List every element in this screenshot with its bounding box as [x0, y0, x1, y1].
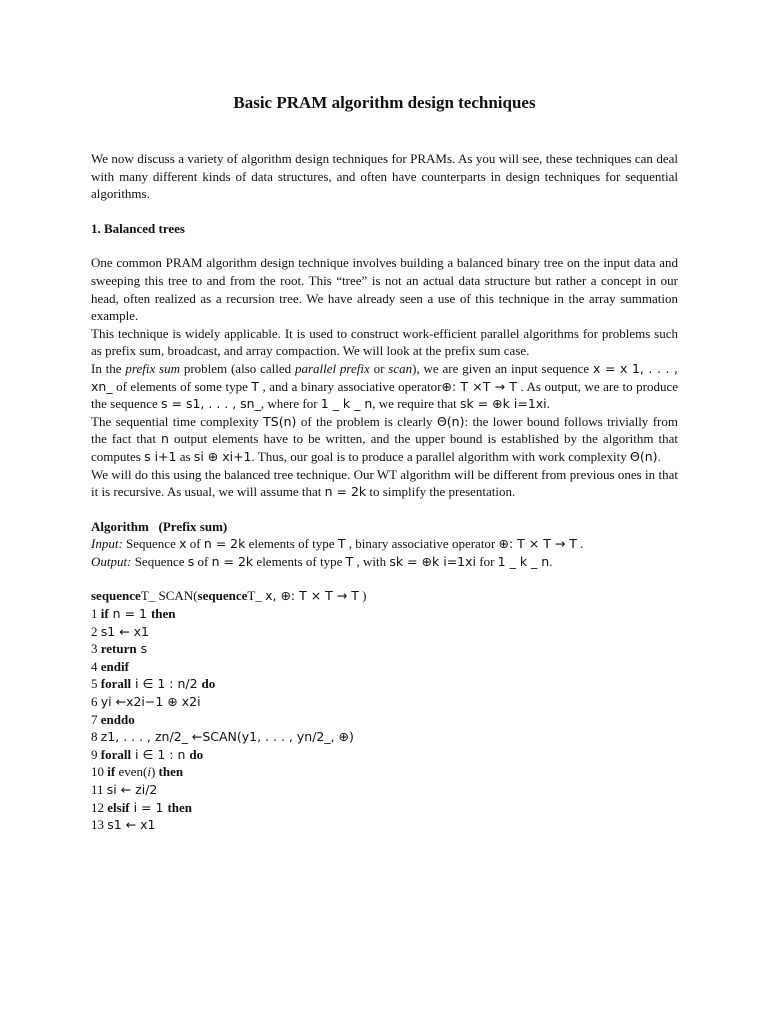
- paragraph-balanced-tree: One common PRAM algorithm design technique involves building a balanced binary tree on the input data and sweeping this tree to and from the root. This “tree” is not an actual data structure but rather a concept in our head, often realized as a recursion tree. We have already seen a use of this technique in the array summation example.: [91, 255, 678, 324]
- code-line: 5 forall i ∈ 1 : n/2 do: [91, 676, 216, 692]
- paragraph-applicability: This technique is widely applicable. It is used to construct work-efficient parallel algorithms for problems such as prefix sum, broadcast, and array compaction. We will look at the prefix sum case.: [91, 325, 678, 359]
- code-line: 2 s1 ← x1: [91, 623, 149, 639]
- code-line: 13 s1 ← x1: [91, 817, 156, 833]
- code-line: 10 if even(i) then: [91, 764, 184, 780]
- section-heading: 1. Balanced trees: [91, 220, 185, 236]
- code-line: 11 si ← zi/2: [91, 782, 158, 797]
- code-line: 8 z1, . . . , zn/2_ ←SCAN(y1, . . . , yn/2_, ⊕): [91, 729, 354, 745]
- pseudocode-block: [91, 587, 678, 833]
- code-signature: sequenceT_ SCAN(sequenceT_ x, ⊕: T × T → T ): [91, 588, 367, 604]
- document-page: [91, 92, 678, 834]
- document-title: Basic PRAM algorithm design techniques: [233, 93, 536, 112]
- code-line: 4 endif: [91, 658, 129, 674]
- code-line: 3 return s: [91, 641, 148, 657]
- code-line: 12 elsif i = 1 then: [91, 799, 192, 815]
- algorithm-input: Input: Sequence x of n = 2k elements of type T , binary associative operator ⊕: T × T → T .: [91, 536, 584, 552]
- code-line: 7 enddo: [91, 711, 135, 727]
- code-line: 1 if n = 1 then: [91, 606, 176, 622]
- paragraph-time-complexity: The sequential time complexity TS(n) of the problem is clearly Θ(n): the lower bound follows trivially from the fact that n output elements have to be written, and the upper bound is established by the algorithm that computes s i+1 as si ⊕ xi+1. Thus, our goal is to produce a parallel algorithm with work complexity Θ(n).: [91, 413, 679, 464]
- code-line: 9 forall i ∈ 1 : n do: [91, 746, 204, 762]
- algorithm-output: Output: Sequence s of n = 2k elements of type T , with sk = ⊕k i=1xi for 1 _ k _ n.: [91, 553, 553, 569]
- code-line: 6 yi ←x2i−1 ⊕ x2i: [91, 694, 201, 710]
- paragraph-prefix-sum-definition: In the prefix sum problem (also called parallel prefix or scan), we are given an input sequence x = x 1, . . . , xn_ of elements of some type T , and a binary associative operator⊕: T ×T → T . As output, we are to produce the sequence s = s1, . . . , sn_, where for 1 _ k _ n, we require that sk = ⊕k i=1xi.: [91, 360, 678, 412]
- intro-paragraph: We now discuss a variety of algorithm design techniques for PRAMs. As you will see, these techniques can deal with many different kinds of data structures, and often have counterparts in design techniques for sequential algorithms.: [91, 151, 678, 202]
- paragraph-balanced-tree-technique: We will do this using the balanced tree technique. Our WT algorithm will be different from previous ones in that it is recursive. As usual, we will assume that n = 2k to simplify the presentation.: [91, 466, 678, 500]
- algorithm-heading: Algorithm (Prefix sum): [91, 518, 228, 534]
